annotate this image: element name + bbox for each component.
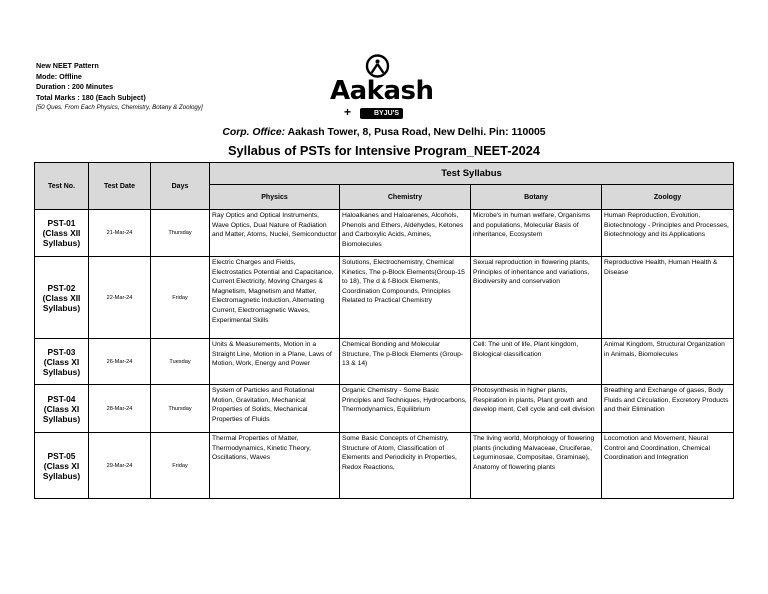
syllabus-table [34, 162, 734, 499]
chemistry-cell: Organic Chemistry - Some Basic Principles and Techniques, Hydrocarbons, Thermodynamics, Equilibrium [340, 385, 471, 433]
zoology-cell: Locomotion and Movement, Neural Control and Coordination, Chemical Coordination and Integration [602, 433, 734, 499]
logo-byjus-badge: BYJU'S [360, 108, 403, 119]
chemistry-cell: Chemical Bonding and Molecular Structure, The p-Block Elements (Group-13 & 14) [340, 339, 471, 385]
table-row [35, 257, 734, 339]
exam-info [36, 61, 203, 114]
physics-cell: Thermal Properties of Matter, Thermodynamics, Kinetic Theory, Oscillations, Waves [210, 433, 340, 499]
botany-cell: Cell: The unit of life, Plant kingdom, Biological classification [471, 339, 602, 385]
header-chemistry: Chemistry [340, 185, 471, 210]
botany-cell: Sexual reproduction in flowering plants, Principles of inheritance and variations, Biodiversity and conservation [471, 257, 602, 339]
day-cell: Thursday [151, 385, 210, 433]
test-no-cell: PST-04 (Class XI Syllabus) [35, 385, 89, 433]
day-cell: Friday [151, 433, 210, 499]
aakash-logo [330, 54, 434, 124]
table-row [35, 339, 734, 385]
physics-cell: Ray Optics and Optical Instruments, Wave Optics, Dual Nature of Radiation and Matter, Atoms, Nuclei, Semiconductor [210, 210, 340, 257]
test-no-cell: PST-05 (Class XI Syllabus) [35, 433, 89, 499]
marks-line: Total Marks : 180 (Each Subject) [36, 92, 146, 102]
chemistry-cell: Haloalkanes and Haloarenes, Alcohols, Phenols and Ethers, Aldehydes, Ketones and Carboxylic Acids, Amines, Biomolecules [340, 210, 471, 257]
physics-cell: Electric Charges and Fields, Electrostatics Potential and Capacitance, Current Electricity, Moving Charges & Magnetism, Magnetism and Matter, Electromagnetic Induction, Alternating Current, Electromagnetic Waves, Experimental Skills [210, 257, 340, 339]
table-row [35, 210, 734, 257]
mode-line: Mode: Offline [36, 71, 82, 81]
physics-cell: System of Particles and Rotational Motion, Gravitation, Mechanical Properties of Solids, Mechanical Properties of Fluids [210, 385, 340, 433]
corp-office-line [0, 127, 768, 138]
zoology-cell: Reproductive Health, Human Health & Disease [602, 257, 734, 339]
day-cell: Tuesday [151, 339, 210, 385]
header-test-syllabus: Test Syllabus [210, 163, 734, 185]
botany-cell: The living world, Morphology of flowering plants (including Malvaceae, Cruciferae, Leguminosae, Compositae, Graminae), Anatomy of flowering plants [471, 433, 602, 499]
test-no-cell: PST-03 (Class XI Syllabus) [35, 339, 89, 385]
chemistry-cell: Solutions, Electrochemistry, Chemical Kinetics, The p-Block Elements(Group-15 to 18), The d & f-Block Elements, Coordination Compounds, Principles Related to Practical Chemistry [340, 257, 471, 339]
corp-office-label: Corp. Office: [222, 127, 286, 138]
test-no-cell: PST-01 (Class XII Syllabus) [35, 210, 89, 257]
zoology-cell: Human Reproduction, Evolution, Biotechnology - Principles and Processes, Biotechnology and its Applications [602, 210, 734, 257]
test-date-cell: 22-Mar-24 [89, 257, 151, 339]
header-zoology: Zoology [602, 185, 734, 210]
test-date-cell: 28-Mar-24 [89, 385, 151, 433]
day-cell: Friday [151, 257, 210, 339]
pattern-line: New NEET Pattern [36, 61, 99, 70]
test-date-cell: 21-Mar-24 [89, 210, 151, 257]
header-botany: Botany [471, 185, 602, 210]
botany-cell: Microbe's in human welfare, Organisms and populations, Molecular Basis of inheritance, Ecosystem [471, 210, 602, 257]
zoology-cell: Animal Kingdom, Structural Organization in Animals, Biomolecules [602, 339, 734, 385]
logo-wordmark: Aakash [330, 76, 434, 106]
botany-cell: Photosynthesis in higher plants, Respiration in plants, Plant growth and develop ment, Cell cycle and cell division [471, 385, 602, 433]
header-physics: Physics [210, 185, 340, 210]
header-test-no: Test No. [35, 163, 89, 210]
page-title: Syllabus of PSTs for Intensive Program_NEET-2024 [228, 143, 540, 158]
day-cell: Thursday [151, 210, 210, 257]
header-days: Days [151, 163, 210, 210]
table-row [35, 433, 734, 499]
test-date-cell: 29-Mar-24 [89, 433, 151, 499]
table-row [35, 385, 734, 433]
questions-note: [50 Ques. From Each Physics, Chemistry, Botany & Zoology] [36, 104, 203, 112]
test-date-cell: 26-Mar-24 [89, 339, 151, 385]
zoology-cell: Breathing and Exchange of gases, Body Fluids and Circulation, Excretory Products and their Elimination [602, 385, 734, 433]
duration-line: Duration : 200 Minutes [36, 82, 114, 92]
physics-cell: Units & Measurements, Motion in a Straight Line, Motion in a Plane, Laws of Motion, Work, Energy and Power [210, 339, 340, 385]
test-no-cell: PST-02 (Class XII Syllabus) [35, 257, 89, 339]
logo-plus: + [344, 105, 352, 119]
corp-office-address: Aakash Tower, 8, Pusa Road, New Delhi. Pin: 110005 [287, 127, 546, 138]
header-test-date: Test Date [89, 163, 151, 210]
chemistry-cell: Some Basic Concepts of Chemistry, Structure of Atom, Classification of Elements and Periodicity in Properties, Redox Reactions, [340, 433, 471, 499]
